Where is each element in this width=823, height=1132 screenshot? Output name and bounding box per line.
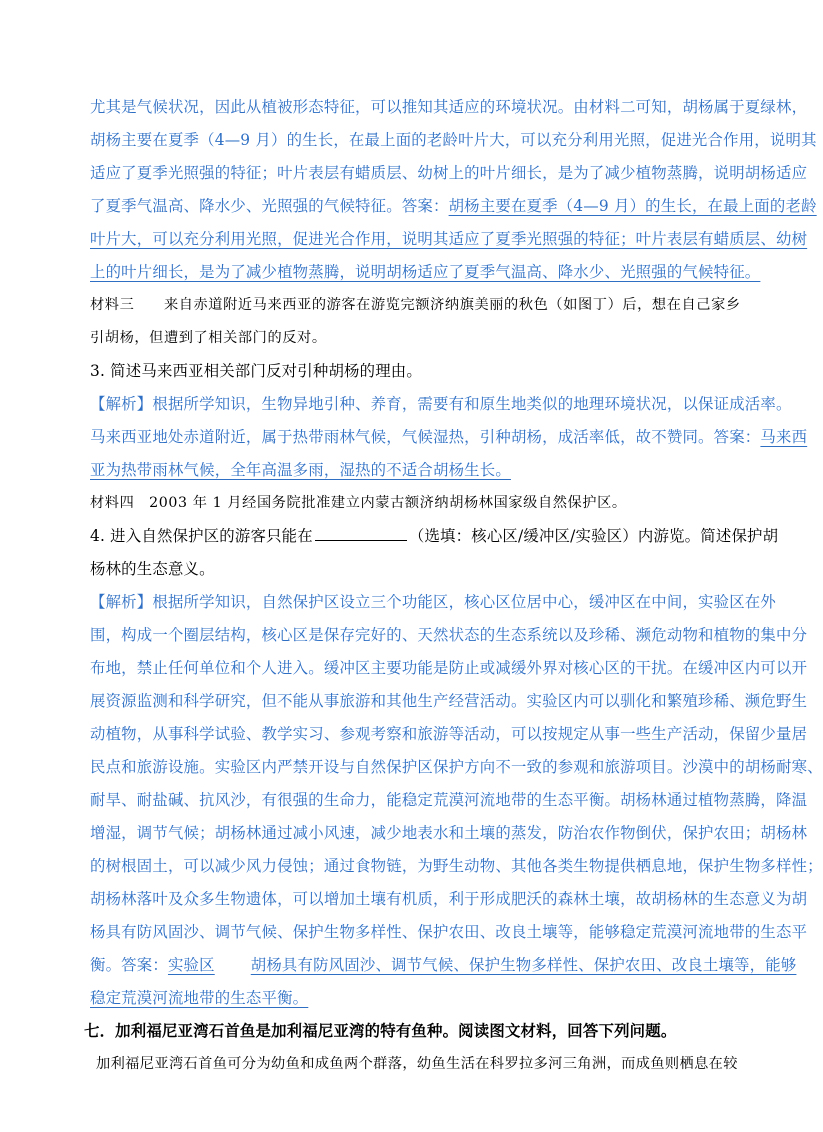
answer-text: 胡杨主要在夏季（4—9 月）的生长，在最上面的老龄 — [448, 197, 817, 215]
section-seven-heading: 七．加利福尼亚湾石首鱼是加利福尼亚湾的特有鱼种。阅读图文材料，回答下列问题。 — [84, 1022, 677, 1040]
analysis-4 — [90, 955, 797, 975]
answer-text: 稳定荒漠河流地带的生态平衡。 — [90, 989, 309, 1007]
analysis-4: 展资源监测和科学研究，但不能从事旅游和其他生产经营活动。实验区内可以驯化和繁殖珍稀、濒危野生 — [90, 692, 808, 710]
analysis-4: 增湿，调节气候；胡杨林通过减小风速，减少地表水和土壤的蒸发，防治农作物倒伏，保护农田；胡杨林 — [90, 824, 808, 842]
material-three: 引胡杨，但遭到了相关部门的反对。 — [90, 330, 327, 346]
answer-text: 马来西 — [760, 428, 808, 446]
answer-text: 叶片大，可以充分利用光照，促进光合作用，说明其适应了夏季光照强的特征；叶片表层有蜡质层、幼树 — [90, 230, 808, 248]
analysis-4: 围，构成一个圈层结构，核心区是保存完好的、天然状态的生态系统以及珍稀、濒危动物和植物的集中分 — [90, 626, 808, 644]
analysis-4: 胡杨林落叶及众多生物遗体，可以增加土壤有机质，利于形成肥沃的森林土壤，故胡杨林的生态意义为胡 — [90, 890, 808, 908]
question-text: 4. 进入自然保护区的游客只能在 — [90, 527, 313, 545]
analysis-3: 【解析】根据所学知识，生物异地引种、养育，需要有和原生地类似的地理环境状况，以保证成活率。 — [90, 395, 792, 413]
analysis-4: 民点和旅游设施。实验区内严禁开设与自然保护区保护方向不一致的参观和旅游项目。沙漠中的胡杨耐寒、 — [90, 758, 823, 776]
explanation-line: 适应了夏季光照强的特征；叶片表层有蜡质层、幼树上的叶片细长，是为了减少植物蒸腾，说明胡杨适应 — [90, 164, 808, 182]
question-text: （选填：核心区/缓冲区/实验区）内游览。简述保护胡 — [408, 527, 779, 545]
analysis-4: 动植物，从事科学试验、教学实习、参观考察和旅游等活动，可以按规定从事一些生产活动，保留少量居 — [90, 725, 808, 743]
answer-blank — [315, 526, 407, 541]
question-4: 杨林的生态意义。 — [90, 560, 215, 578]
explanation-line — [90, 196, 817, 216]
explanation-line: 胡杨主要在夏季（4—9 月）的生长，在最上面的老龄叶片大，可以充分利用光照，促进光合作用，说明其 — [90, 131, 817, 149]
answer-text: 上的叶片细长，是为了减少植物蒸腾，说明胡杨适应了夏季气温高、降水少、光照强的气候特征。 — [90, 263, 761, 281]
answer-significance: 胡杨具有防风固沙、调节气候、保护生物多样性、保护农田、改良土壤等，能够 — [250, 956, 797, 974]
material-four: 材料四 2003 年 1 月经国务院批准建立内蒙古额济纳胡杨林国家级自然保护区。 — [90, 495, 627, 511]
answer-text: 亚为热带雨林气候，全年高温多雨，湿热的不适合胡杨生长。 — [90, 461, 511, 479]
answer-prefix: 了夏季气温高、降水少、光照强的气候特征。答案： — [90, 197, 449, 215]
analysis-3 — [90, 427, 808, 447]
question-3: 3. 简述马来西亚相关部门反对引种胡杨的理由。 — [90, 362, 422, 380]
answer-prefix: 衡。答案： — [90, 956, 168, 974]
answer-text — [168, 956, 796, 974]
answer-zone: 实验区 — [167, 956, 215, 974]
material-three: 材料三 来自赤道附近马来西亚的游客在游览完额济纳旗美丽的秋色（如图丁）后，想在自己家乡 — [90, 297, 741, 313]
explanation-line: 尤其是气候状况，因此从植被形态特征，可以推知其适应的环境状况。由材料二可知，胡杨属于夏绿林， — [90, 98, 808, 116]
analysis-4: 【解析】根据所学知识，自然保护区设立三个功能区，核心区位居中心，缓冲区在中间，实验区在外 — [90, 593, 776, 611]
analysis-4: 耐旱、耐盐碱、抗风沙，有很强的生命力，能稳定荒漠河流地带的生态平衡。胡杨林通过植物蒸腾，降温 — [90, 791, 808, 809]
analysis-4: 杨具有防风固沙、调节气候、保护生物多样性、保护农田、改良土壤等，能够稳定荒漠河流地带的生态平 — [90, 923, 808, 941]
answer-gap — [215, 955, 251, 975]
question-4 — [90, 526, 779, 546]
analysis-text: 马来西亚地处赤道附近，属于热带雨林气候，气候湿热，引种胡杨，成活率低，故不赞同。答案： — [90, 428, 761, 446]
analysis-4: 的树根固土，可以减少风力侵蚀；通过食物链，为野生动物、其他各类生物提供栖息地，保护生物多样性； — [90, 857, 823, 875]
analysis-4: 布地，禁止任何单位和个人进入。缓冲区主要功能是防止或减缓外界对核心区的干扰。在缓冲区内可以开 — [90, 659, 808, 677]
material-text: 加利福尼亚湾石首鱼可分为幼鱼和成鱼两个群落，幼鱼生活在科罗拉多河三角洲，而成鱼则栖息在较 — [96, 1056, 738, 1072]
